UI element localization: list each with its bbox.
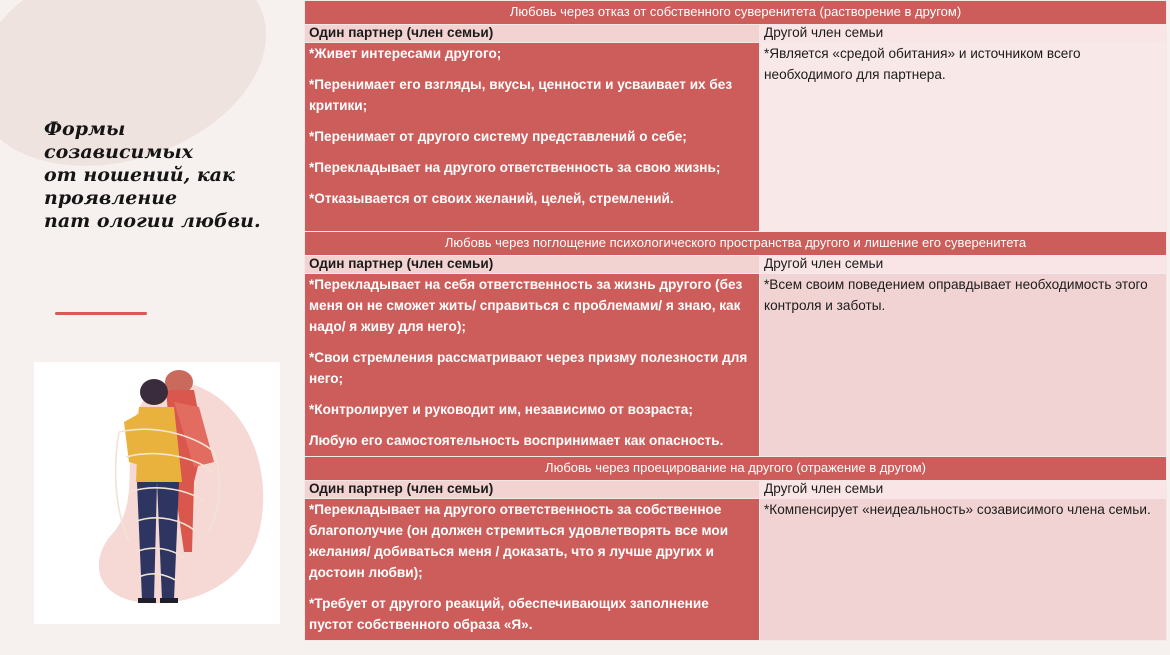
- section-title-row: [305, 232, 1167, 256]
- right-cell: *Компенсирует «неидеальность» созависимого члена семьи.: [760, 499, 1167, 641]
- couple-bound-by-rope-icon: [34, 362, 280, 624]
- left-cell: [305, 43, 760, 232]
- couple-illustration: [34, 362, 280, 624]
- list-item: *Живет интересами другого;: [309, 46, 502, 61]
- column-header-row: [305, 481, 1167, 499]
- right-column-header: Другой член семьи: [760, 481, 1167, 499]
- content-row: [305, 499, 1167, 641]
- list-item: *Перекладывает на другого ответственность за свою жизнь;: [309, 160, 721, 175]
- list-item: *Контролирует и руководит им, независимо от возраста;: [309, 402, 693, 417]
- right-column-header: Другой член семьи: [760, 25, 1167, 43]
- list-item: Любую его самостоятельность воспринимает как опасность.: [309, 433, 724, 448]
- content-row: [305, 274, 1167, 457]
- column-header-row: [305, 25, 1167, 43]
- list-item: *Перенимает от другого систему представлений о себе;: [309, 129, 687, 144]
- left-column-header: Один партнер (член семьи): [305, 25, 760, 43]
- column-header-row: [305, 256, 1167, 274]
- list-item: *Перенимает его взгляды, вкусы, ценности и усваивает их без критики;: [309, 77, 733, 113]
- right-cell: *Всем своим поведением оправдывает необходимость этого контроля и заботы.: [760, 274, 1167, 457]
- left-column-header: Один партнер (член семьи): [305, 481, 760, 499]
- section-title: Любовь через проецирование на другого (отражение в другом): [305, 457, 1167, 481]
- codependency-forms-table: [304, 0, 1167, 641]
- list-item: *Перекладывает на себя ответственность за жизнь другого (без меня он не сможет жить/ справиться с проблемами/ я знаю, как надо/ я живу для него);: [309, 277, 743, 334]
- section-title-row: [305, 1, 1167, 25]
- list-item: *Отказывается от своих желаний, целей, стремлений.: [309, 191, 674, 206]
- content-row: [305, 43, 1167, 232]
- left-cell: [305, 499, 760, 641]
- list-item: *Свои стремления рассматривают через призму полезности для него;: [309, 350, 748, 386]
- right-column-header: Другой член семьи: [760, 256, 1167, 274]
- left-cell: [305, 274, 760, 457]
- slide-title: Формы созависимых от ношений, как проявление пат ологии любви.: [44, 118, 261, 232]
- left-column-header: Один партнер (член семьи): [305, 256, 760, 274]
- right-cell: *Является «средой обитания» и источником всего необходимого для партнера.: [760, 43, 1167, 232]
- section-title: Любовь через отказ от собственного суверенитета (растворение в другом): [305, 1, 1167, 25]
- section-title-row: [305, 457, 1167, 481]
- list-item: *Перекладывает на другого ответственность за собственное благополучие (он должен стремиться удовлетворять все мои желания/ добиваться меня / доказать, что я лучше других и достоин любви);: [309, 502, 729, 580]
- accent-divider: [55, 312, 147, 315]
- section-title: Любовь через поглощение психологического пространства другого и лишение его суверенитета: [305, 232, 1167, 256]
- list-item: *Требует от другого реакций, обеспечивающих заполнение пустот собственного образа «Я».: [309, 596, 709, 632]
